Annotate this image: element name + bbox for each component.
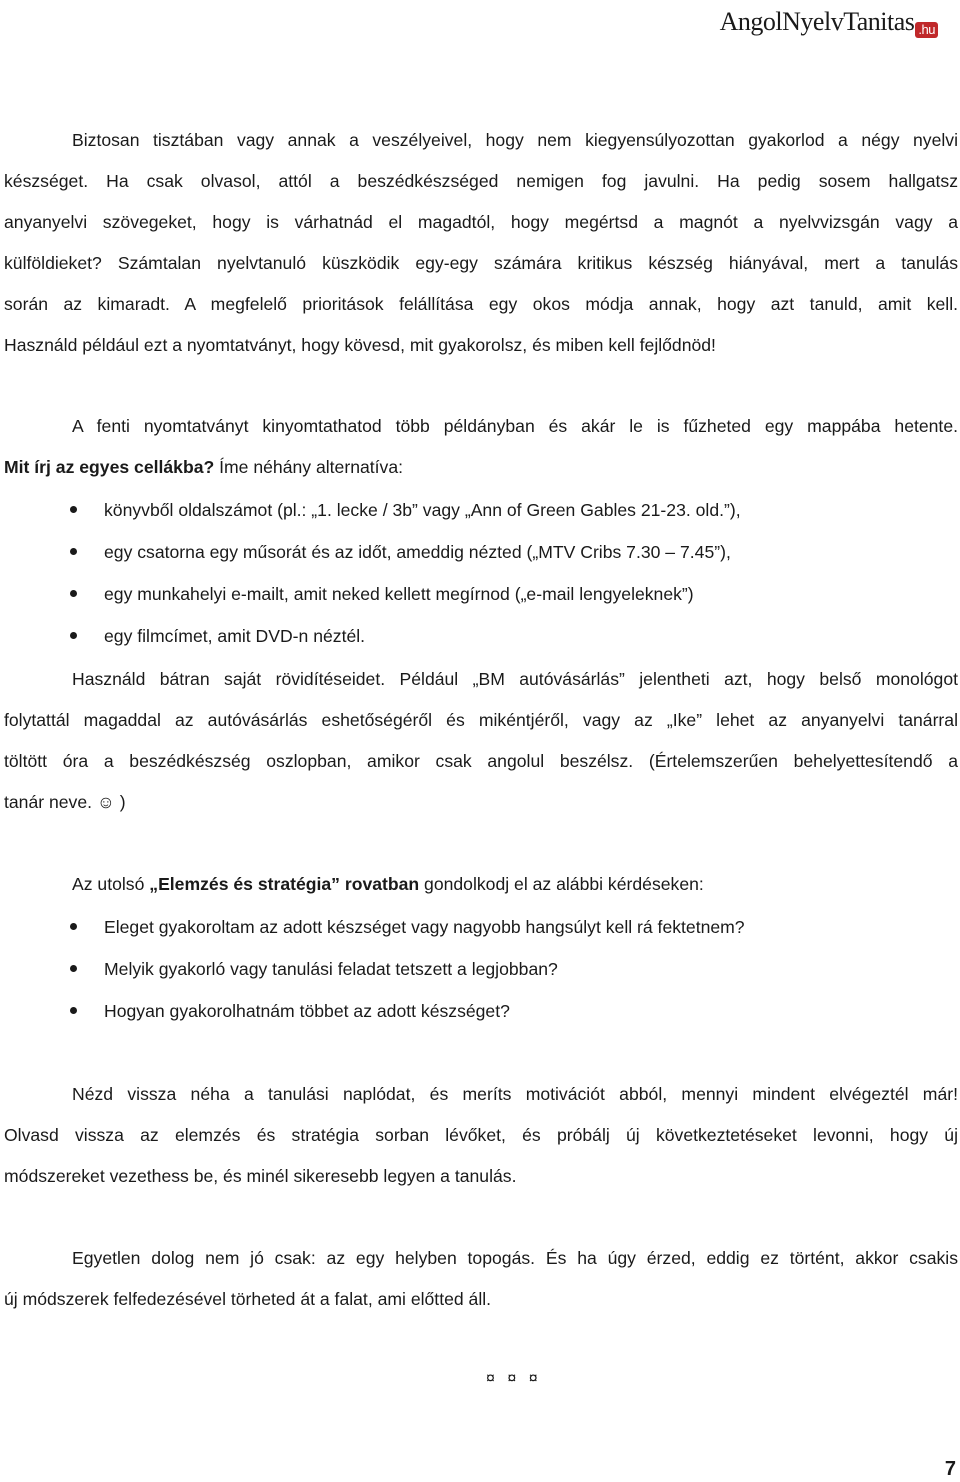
paragraph-line: Nézd vissza néha a tanulási naplódat, és meríts motivációt abból, mennyi mindent elvégeztél már! bbox=[72, 1084, 958, 1104]
paragraph-line: készséget. Ha csak olvasol, attól a beszédkészséged nemigen fog javulni. Ha pedig sosem hallgatsz bbox=[4, 171, 958, 191]
list-item: Eleget gyakoroltam az adott készséget vagy nagyobb hangsúlyt kell rá fektetnem? bbox=[104, 906, 954, 948]
bullet-list-alternatives bbox=[104, 489, 954, 657]
logo-text: AngolNyelvTanitas bbox=[719, 7, 915, 36]
paragraph-intro bbox=[4, 120, 958, 366]
paragraph-form-usage bbox=[4, 406, 958, 488]
paragraph-line: során az kimaradt. A megfelelő prioritások felállítása egy okos módja annak, hogy azt tanuld, amit kell. bbox=[4, 294, 958, 314]
paragraph-closing bbox=[4, 1238, 958, 1320]
section-divider: ¤ ¤ ¤ bbox=[486, 1370, 542, 1387]
bold-section-name: „Elemzés és stratégia” rovatban bbox=[149, 874, 420, 894]
paragraph-line: folytattál magaddal az autóvásárlás eshetőségéről és mikéntjéről, vagy az „Ike” lehet az anyanyelvi tanárral bbox=[4, 710, 958, 730]
paragraph-line: tanár neve. ☺ ) bbox=[4, 792, 126, 812]
list-item: könyvből oldalszámot (pl.: „1. lecke / 3b” vagy „Ann of Green Gables 21-23. old.”), bbox=[104, 489, 954, 531]
paragraph-line: töltött óra a beszédkészség oszlopban, amikor csak angolul beszélsz. (Értelemszerűen behelyettesítendő a bbox=[4, 751, 958, 771]
paragraph-line: Használd például ezt a nyomtatványt, hogy kövesd, mit gyakorolsz, és miben kell fejlődnöd! bbox=[4, 335, 716, 355]
paragraph-line: Biztosan tisztában vagy annak a veszélyeivel, hogy nem kiegyensúlyozottan gyakorlod a négy nyelvi bbox=[72, 130, 958, 150]
paragraph-text: Íme néhány alternatíva: bbox=[214, 457, 404, 477]
paragraph-line: külföldieket? Számtalan nyelvtanuló küszködik egy-egy számára kritikus készség hiányával, mert a tanulás bbox=[4, 253, 958, 273]
paragraph-text: gondolkodj el az alábbi kérdéseken: bbox=[419, 874, 704, 894]
paragraph-review bbox=[4, 1074, 958, 1197]
paragraph-abbreviations bbox=[4, 659, 958, 823]
list-item: egy filmcímet, amit DVD-n néztél. bbox=[104, 615, 954, 657]
paragraph-analysis-intro bbox=[72, 864, 704, 905]
paragraph-line bbox=[4, 447, 958, 488]
paragraph-line: A fenti nyomtatványt kinyomtathatod több példányban és akár le is fűzheted egy mappába hetente. bbox=[72, 416, 958, 436]
paragraph-line: módszereket vezethess be, és minél sikeresebb legyen a tanulás. bbox=[4, 1166, 517, 1186]
list-item: egy csatorna egy műsorát és az időt, ameddig nézted („MTV Cribs 7.30 – 7.45”), bbox=[104, 531, 954, 573]
paragraph-line: Egyetlen dolog nem jó csak: az egy helyben topogás. És ha úgy érzed, eddig ez történt, akkor csakis bbox=[72, 1248, 958, 1268]
paragraph-line: anyanyelvi szövegeket, hogy is várhatnád el magadtól, hogy megértsd a magnót a nyelvvizsgán vagy a bbox=[4, 212, 958, 232]
bullet-list-questions bbox=[104, 906, 954, 1032]
page-number: 7 bbox=[944, 1458, 956, 1480]
paragraph-text: Az utolsó bbox=[72, 874, 150, 894]
bold-question: Mit írj az egyes cellákba? bbox=[4, 457, 215, 477]
logo-tld-badge: .hu bbox=[915, 22, 938, 38]
paragraph-line: Olvasd vissza az elemzés és stratégia sorban lévőket, és próbálj új következtetéseket levonni, hogy új bbox=[4, 1125, 958, 1145]
list-item: Melyik gyakorló vagy tanulási feladat tetszett a legjobban? bbox=[104, 948, 954, 990]
paragraph-line: új módszerek felfedezésével törheted át a falat, ami előtted áll. bbox=[4, 1289, 492, 1309]
list-item: Hogyan gyakorolhatnám többet az adott készséget? bbox=[104, 990, 954, 1032]
list-item: egy munkahelyi e-mailt, amit neked kellett megírnod („e-mail lengyeleknek”) bbox=[104, 573, 954, 615]
site-logo bbox=[720, 2, 938, 42]
paragraph-line: Használd bátran saját rövidítéseidet. Például „BM autóvásárlás” jelentheti azt, hogy belső monológot bbox=[72, 669, 958, 689]
